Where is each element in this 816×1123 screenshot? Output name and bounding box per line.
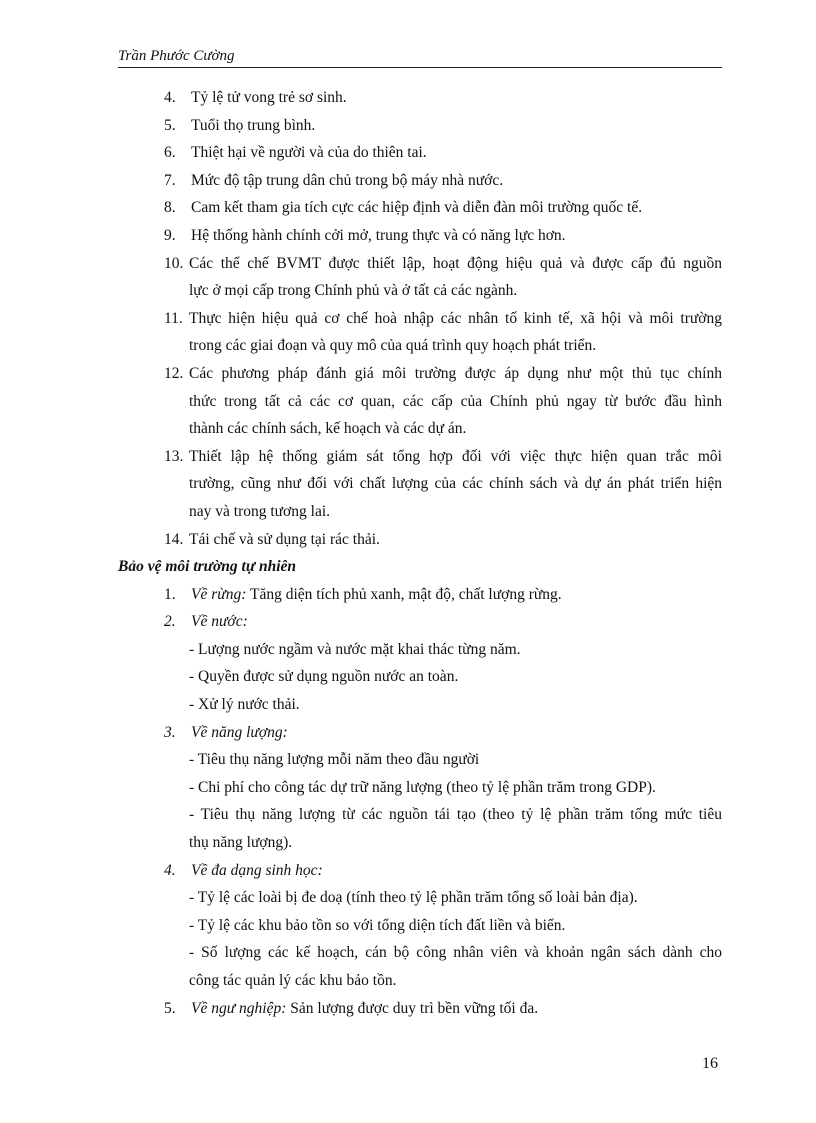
item-label: Về rừng: (191, 585, 247, 603)
bullet-item: - Quyền được sử dụng nguồn nước an toàn. (189, 668, 459, 686)
list-item-continuation: trong các giai đoạn và quy mô của quá trình quy hoạch phát triển. (189, 337, 597, 355)
bullet-item: - Tỷ lệ các khu bảo tồn so với tổng diện tích đất liền và biển. (189, 916, 566, 934)
bullet-item: - Xử lý nước thải. (189, 696, 300, 714)
list-item: 6. Thiệt hại về người và của do thiên tai. (164, 144, 427, 162)
list-item-continuation: thành các chính sách, kế hoạch và các dự án. (189, 420, 467, 438)
list-item: 5. Về ngư nghiệp: Sản lượng được duy trì bền vững tối đa. (164, 999, 539, 1017)
list-item: 12. Các phương pháp đánh giá môi trường được áp dụng như một thủ tục chính (164, 364, 722, 382)
section-heading: Bảo vệ môi trường tự nhiên (118, 558, 297, 576)
running-header (118, 47, 722, 68)
list-item: 2. Về nước: (118, 608, 722, 636)
page-number: 16 (702, 1055, 718, 1072)
item-label: Về ngư nghiệp: (191, 999, 287, 1017)
bullet-item: - Lượng nước ngầm và nước mặt khai thác từng năm. (189, 640, 521, 658)
list-item: 13. Thiết lập hệ thống giám sát tổng hợp đối với việc thực hiện quan trắc môi (164, 447, 722, 465)
bullet-item: - Chi phí cho công tác dự trữ năng lượng (theo tỷ lệ phần trăm trong GDP). (189, 778, 656, 796)
list-item: 7. Mức độ tập trung dân chủ trong bộ máy nhà nước. (164, 171, 504, 189)
list-item: 4. Tỷ lệ tử vong trẻ sơ sinh. (164, 89, 347, 106)
list-item: 10. Các thể chế BVMT được thiết lập, hoạt động hiệu quả và được cấp đủ nguồn (164, 254, 722, 272)
item-label: Về đa dạng sinh học: (191, 861, 323, 879)
bullet-item: - Tiêu thụ năng lượng từ các nguồn tái tạo (theo tỷ lệ phần trăm tổng mức tiêu (189, 806, 722, 824)
list-item: 4. Về đa dạng sinh học: (118, 857, 722, 885)
list-item-continuation: trường, cũng như đối với chất lượng của các chính sách và dự án phát triển hiện (189, 475, 722, 493)
bullet-item: - Tiêu thụ năng lượng mỗi năm theo đầu người (189, 751, 480, 769)
header-author: Trần Phước Cường (118, 48, 235, 64)
list-item-continuation: nay và trong tương lai. (189, 502, 330, 520)
list-item: 1. Về rừng: Tăng diện tích phủ xanh, mật độ, chất lượng rừng. (164, 585, 562, 603)
list-item: 8. Cam kết tham gia tích cực các hiệp định và diễn đàn môi trường quốc tế. (164, 199, 643, 217)
list-item: 5. Tuổi thọ trung bình. (164, 116, 316, 134)
list-item-continuation: lực ở mọi cấp trong Chính phủ và ở tất cả các ngành. (189, 282, 518, 300)
bullet-item: - Tỷ lệ các loài bị đe doạ (tính theo tỷ lệ phần trăm tổng số loài bản địa). (189, 889, 638, 907)
bullet-item-continuation: công tác quản lý các khu bảo tồn. (189, 972, 397, 989)
page-body (118, 84, 722, 1022)
item-label: Về năng lượng: (191, 723, 288, 741)
list-item: 11. Thực hiện hiệu quả cơ chế hoà nhập các nhân tố kinh tế, xã hội và môi trường (164, 309, 722, 327)
list-item: 3. Về năng lượng: (118, 719, 722, 747)
list-item: 14. Tái chế và sử dụng tại rác thải. (164, 530, 380, 548)
list-item-continuation: thức trong tất cả các cơ quan, các cấp của Chính phủ ngay từ bước đầu hình (189, 392, 722, 410)
list-item: 9. Hệ thống hành chính cởi mở, trung thực và có năng lực hơn. (164, 226, 566, 244)
bullet-item: - Số lượng các kế hoạch, cán bộ công nhân viên và khoản ngân sách dành cho (189, 944, 722, 962)
item-label: Về nước: (191, 613, 248, 631)
bullet-item-continuation: thụ năng lượng). (189, 834, 293, 852)
